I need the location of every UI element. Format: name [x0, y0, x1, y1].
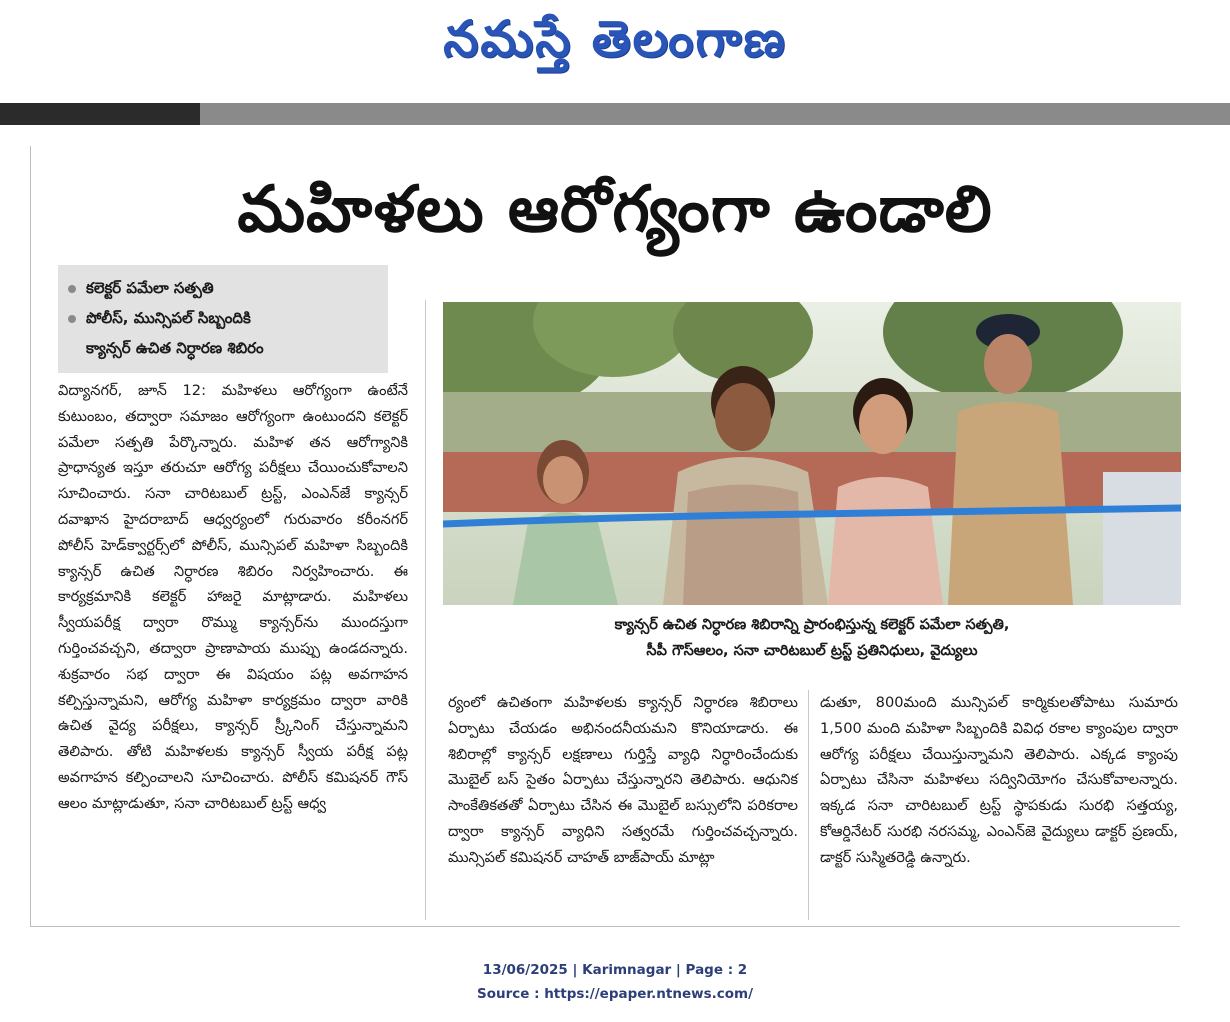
photo-caption-line: క్యాన్సర్ ఉచిత నిర్ధారణ శిబిరాన్ని ప్రారంభిస్తున్న కలెక్టర్ పమేలా సత్పతి, [614, 617, 1010, 633]
masthead [0, 0, 1230, 100]
article-headline: మహిళలు ఆరోగ్యంగా ఉండాలి [237, 173, 993, 247]
column-divider [808, 690, 809, 920]
photo-caption-line: సీపీ గౌస్‌ఆలం, సనా చారిటబుల్ ట్రస్ట్ ప్రతినిధులు, వైద్యులు [646, 643, 978, 659]
edition-info: 13/06/2025 | Karimnagar | Page : 2 [482, 962, 748, 978]
news-photo [443, 302, 1181, 605]
photo-caption [443, 612, 1181, 664]
clipping-border-bottom [30, 926, 1180, 927]
kicker-item [68, 303, 378, 333]
kicker-text: క్యాన్సర్ ఉచిత నిర్ధారణ శిబిరం [86, 339, 264, 357]
article-column-3: డుతూ, 800మంది మున్సిపల్ కార్మికులతోపాటు సుమారు 1,500 మంది మహిళా సిబ్బందికి వివిధ రకాల క్యాంపుల ద్వారా ఆరోగ్య పరీక్షలు చేయిస్తున్నామని తెలిపారు. ఎక్కడ క్యాంపు ఏర్పాటు చేసినా మహిళలు సద్వినియోగం చేసుకోవాలన్నారు. ఇక్కడ సనా చారిటబుల్ ట్రస్ట్ స్థాపకుడు సురభి సత్తయ్య, కోఆర్డినేటర్ సురభి నరసమ్మ, ఎంఎన్‌జె వైద్యులు డాక్టర్ ప్రణయ్, డాక్టర్ సుస్మితరెడ్డి ఉన్నారు. [820, 694, 1178, 866]
page-footer [0, 958, 1230, 1006]
article-column-1: విద్యానగర్, జూన్ 12: మహిళలు ఆరోగ్యంగా ఉంటేనే కుటుంబం, తద్వారా సమాజం ఆరోగ్యంగా ఉంటుందని కలెక్టర్ పమేలా సత్పతి పేర్కొన్నారు. మహిళ తన ఆరోగ్యానికి ప్రాధాన్యత ఇస్తూ తరుచూ ఆరోగ్య పరీక్షలు చేయించుకోవాలని సూచించారు. సనా చారిటబుల్ ట్రస్ట్, ఎంఎన్‌జే క్యాన్సర్ దవాఖాన హైదరాబాద్ ఆధ్వర్యంలో గురువారం కరీంనగర్ పోలీస్ హెడ్‌క్వార్టర్స్‌లో పోలీస్, మున్సిపల్ మహిళా సిబ్బందికి క్యాన్సర్ ఉచిత నిర్ధారణ శిబిరం నిర్వహించారు. ఈ కార్యక్రమానికి కలెక్టర్ హాజరై మాట్లాడారు. మహిళలు స్వీయపరీక్ష ద్వారా రొమ్ము క్యాన్సర్‌ను ముందస్తుగా గుర్తించవచ్చని, తద్వారా ప్రాణాపాయ ముప్పు ఉండదన్నారు. శుక్రవారం సభ ద్వారా ఈ విషయం పట్ల అవగాహన కల్పిస్తున్నామని, ఆరోగ్య మహిళా కార్యక్రమం ద్వారా వారికి ఉచిత వైద్య పరీక్షలు, క్యాన్సర్ స్ర్కీనింగ్ చేస్తున్నామని తెలిపారు. తోటి మహిళలకు క్యాన్సర్ స్వీయ పరీక్ష పట్ల అవగాహన కల్పించాలని సూచించారు. పోలీస్ కమిషనర్ గౌస్ ఆలం మాట్లాడుతూ, సనా చారిటబుల్ ట్రస్ట్ ఆధ్వ [58, 382, 408, 812]
bullet-icon [68, 315, 76, 323]
masthead-rule-dark [0, 103, 200, 125]
kicker-text: కలెక్టర్ పమేలా సత్పతి [86, 279, 214, 297]
kicker-text: పోలీస్, మున్సిపల్ సిబ్బందికి [86, 309, 251, 327]
article-column-2: ర్యంలో ఉచితంగా మహిళలకు క్యాన్సర్ నిర్ధారణ శిబిరాలు ఏర్పాటు చేయడం అభినందనీయమని కొనియాడారు. ఈ శిబిరాల్లో క్యాన్సర్ లక్షణాలు గుర్తిస్తే వ్యాధి నిర్ధారించేందుకు మొబైల్ బస్ సైతం ఏర్పాటు చేస్తున్నారని తెలిపారు. ఆధునిక సాంకేతికతతో ఏర్పాటు చేసిన ఈ మొబైల్ బస్సులోని పరికరాల ద్వారా క్యాన్సర్ వ్యాధిని సత్వరమే గుర్తించవచ్చన్నారు. మున్సిపల్ కమిషనర్ చాహత్ బాజ్‌పాయ్ మాట్లా [448, 694, 798, 866]
newspaper-logo: నమస్తే తెలంగాణ [443, 10, 787, 68]
kicker-item [68, 333, 378, 363]
kicker-box [58, 265, 388, 373]
photo-illustration [443, 302, 1181, 605]
masthead-rule-grey [200, 103, 1230, 125]
source-link[interactable]: Source : https://epaper.ntnews.com/ [476, 986, 754, 1002]
bullet-icon [68, 285, 76, 293]
column-divider [425, 300, 426, 920]
clipping-border-left [30, 146, 31, 926]
kicker-item [68, 273, 378, 303]
